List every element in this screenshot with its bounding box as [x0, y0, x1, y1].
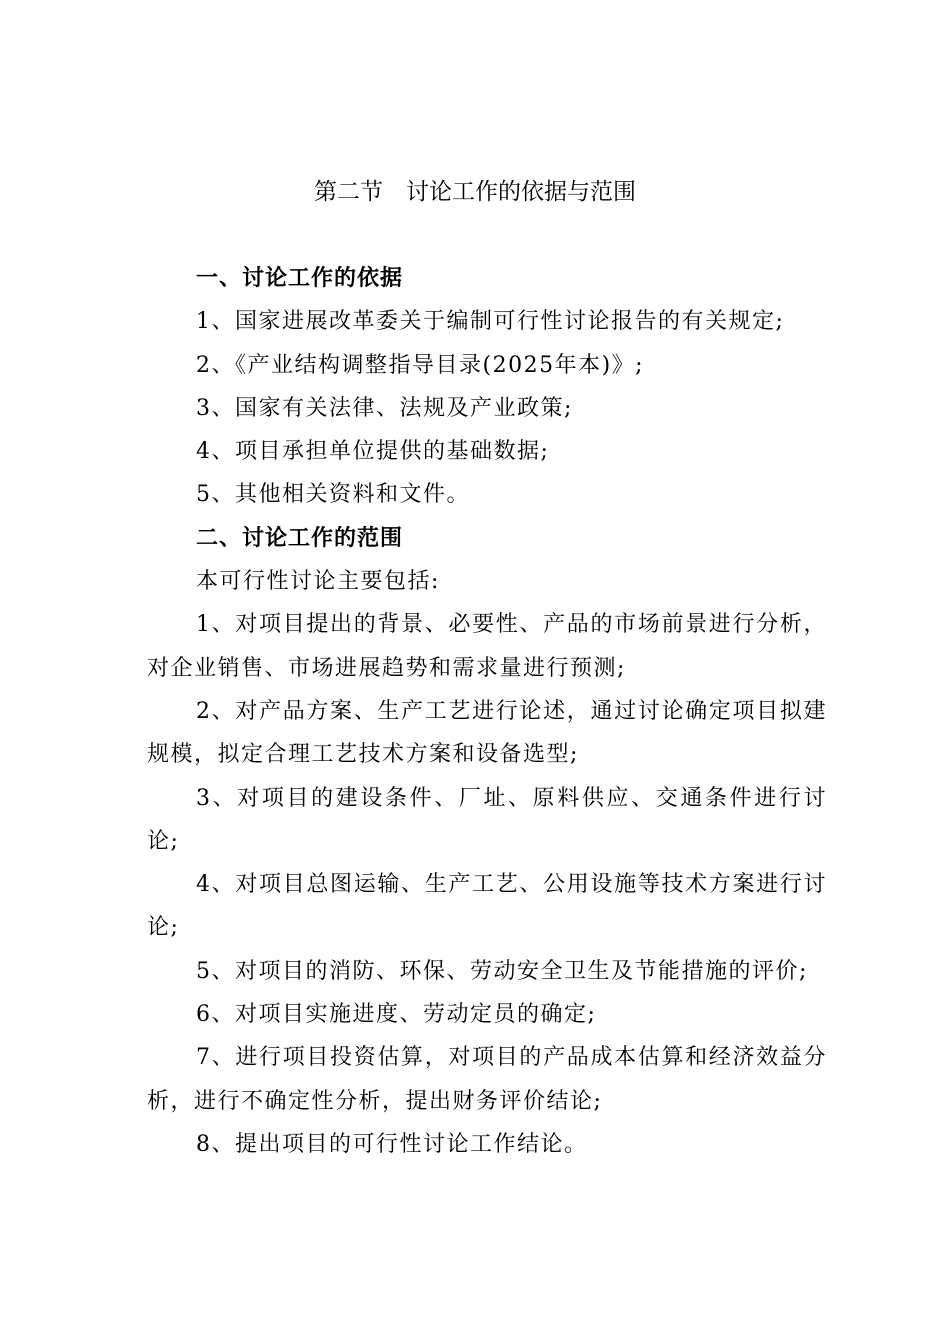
document-body: [147, 257, 827, 1166]
basis-item-5: 5、其他相关资料和文件。: [196, 482, 470, 508]
section-title: 第二节 讨论工作的依据与范围: [314, 179, 636, 205]
basis-item-2: 2、《产业结构调整指导目录(2025年本)》;: [196, 352, 645, 378]
scope-intro: 本可行性讨论主要包括:: [196, 569, 440, 595]
basis-item-4: 4、项目承担单位提供的基础数据;: [196, 439, 550, 465]
scope-item-1: 1、对项目提出的背景、必要性、产品的市场前景进行分析，对企业销售、市场进展趋势和需求量进行预测;: [147, 612, 827, 681]
scope-item-4: 4、对项目总图运输、生产工艺、公用设施等技术方案进行讨论;: [147, 872, 827, 941]
section-heading-basis: 一、讨论工作的依据: [196, 266, 404, 291]
scope-item-3: 3、对项目的建设条件、厂址、原料供应、交通条件进行讨论;: [147, 785, 827, 854]
scope-item-6: 6、对项目实施进度、劳动定员的确定;: [196, 1002, 597, 1028]
basis-item-3: 3、国家有关法律、法规及产业政策;: [196, 395, 573, 421]
scope-item-2: 2、对产品方案、生产工艺进行论述，通过讨论确定项目拟建规模，拟定合理工艺技术方案和设备选型;: [147, 698, 827, 768]
scope-item-5: 5、对项目的消防、环保、劳动安全卫生及节能措施的评价;: [196, 958, 808, 984]
section-heading-scope: 二、讨论工作的范围: [196, 525, 404, 551]
basis-item-1: 1、国家进展改革委关于编制可行性讨论报告的有关规定;: [196, 309, 785, 335]
scope-item-8: 8、提出项目的可行性讨论工作结论。: [196, 1131, 588, 1157]
scope-item-7: 7、进行项目投资估算，对项目的产品成本估算和经济效益分析，进行不确定性分析，提出财务评价结论;: [147, 1045, 827, 1114]
